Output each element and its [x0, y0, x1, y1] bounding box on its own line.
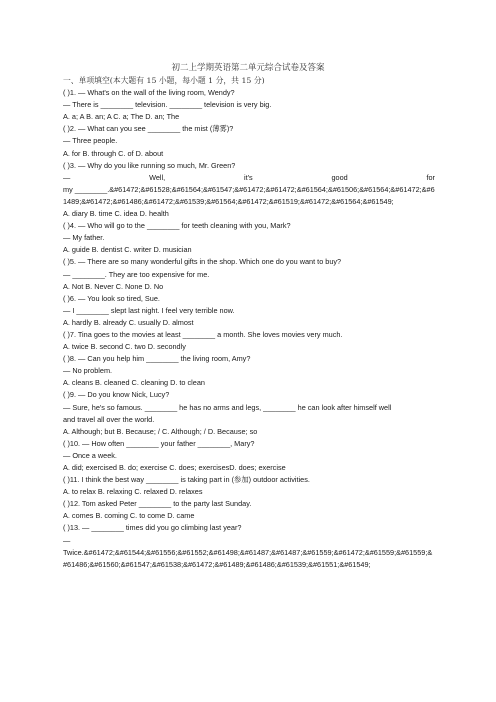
document-line: ( )7. Tina goes to the movies at least ________ a month. She loves movies very much.	[63, 329, 343, 339]
document-line: A. hardly B. already C. usually D. almost	[63, 317, 194, 327]
document-line: A. a; A B. an; A C. a; The D. an; The	[63, 112, 180, 122]
document-line: ( )2. — What can you see ________ the mist (薄雾)?	[63, 124, 234, 134]
document-line: A. twice B. second C. two D. secondly	[63, 342, 186, 352]
document-line: Twice.&#61472;&#61544;&#61556;&#61552;&#61498;&#61487;&#61487;&#61559;&#61472;&#61559;&#61559;&#61486;&#61560;&#61547;&#61538;&#61472;&#61489;&#61486;&#61539;&#61551;&#61549;	[63, 547, 433, 569]
document-line: — Sure, he's so famous. ________ he has no arms and legs, ________ he can look after himself well	[63, 402, 392, 412]
document-line: — ________. They are too expensive for me.	[63, 269, 210, 279]
document-title: 初二上学期英语第二单元综合试卷及答案	[171, 63, 325, 73]
document-line: ( )10. — How often ________ your father ________, Mary?	[63, 438, 255, 448]
document-line: — My father.	[63, 233, 105, 243]
document-line: A. cleans B. cleaned C. cleaning D. to clean	[63, 378, 205, 388]
document-line: — Once a week.	[63, 450, 117, 460]
document-line: A. to relax B. relaxing C. relaxed D. relaxes	[63, 487, 203, 497]
document-line: A. for B. through C. of D. about	[63, 148, 164, 158]
document-line: my ________.&#61472;&#61528;&#61564;&#61547;&#61472;&#61472;&#61564;&#61506;&#61564;&#61472;&#61489;&#61472;&#61486;&#61472;&#61539;&#61564;&#61472;&#61519;&#61472;&#61564;&#61549;	[63, 184, 435, 206]
document-line: ( )4. — Who will go to the ________ for teeth cleaning with you, Mark?	[63, 221, 291, 231]
document-line: A. diary B. time C. idea D. health	[63, 209, 169, 219]
document-line: and travel all over the world.	[63, 414, 155, 424]
document-line: A. Not B. Never C. None D. No	[63, 281, 164, 291]
document-line: A. did; exercised B. do; exercise C. does; exercisesD. does; exercise	[63, 463, 286, 472]
document-line: ( )11. I think the best way ________ is taking part in (参加) outdoor activities.	[63, 475, 310, 485]
document-line: ( )12. Tom asked Peter ________ to the party last Sunday.	[63, 499, 252, 509]
document-line: A. guide B. dentist C. writer D. musician	[63, 245, 192, 255]
document-line: A. comes B. coming C. to come D. came	[63, 511, 195, 521]
document-line: ( )5. — There are so many wonderful gifts in the shop. Which one do you want to buy?	[63, 257, 342, 267]
document-line: ( )13. — ________ times did you go climbing last year?	[63, 523, 242, 533]
document-line: — No problem.	[63, 366, 113, 376]
document-line: A. Although; but B. Because; / C. Although; / D. Because; so	[63, 426, 258, 436]
document-line: — Three people.	[63, 136, 118, 146]
document-line: ( )6. — You look so tired, Sue.	[63, 293, 160, 303]
document-body	[63, 75, 435, 571]
document-line: — Well, it's good for	[63, 172, 435, 182]
document-line: ( )3. — Why do you like running so much, Mr. Green?	[63, 160, 236, 170]
document-line: ( )8. — Can you help him ________ the living room, Amy?	[63, 354, 251, 364]
document-line: — I ________ slept last night. I feel very terrible now.	[63, 305, 235, 315]
document-line: ( )9. — Do you know Nick, Lucy?	[63, 390, 170, 400]
document-line: —	[63, 535, 71, 545]
document-line: ( )1. — What's on the wall of the living room, Wendy?	[63, 88, 235, 98]
document-line: 一、单项填空(本大题有 15 小题，每小题 1 分，共 15 分)	[63, 76, 265, 85]
document-line: — There is ________ television. ________ television is very big.	[63, 100, 272, 110]
